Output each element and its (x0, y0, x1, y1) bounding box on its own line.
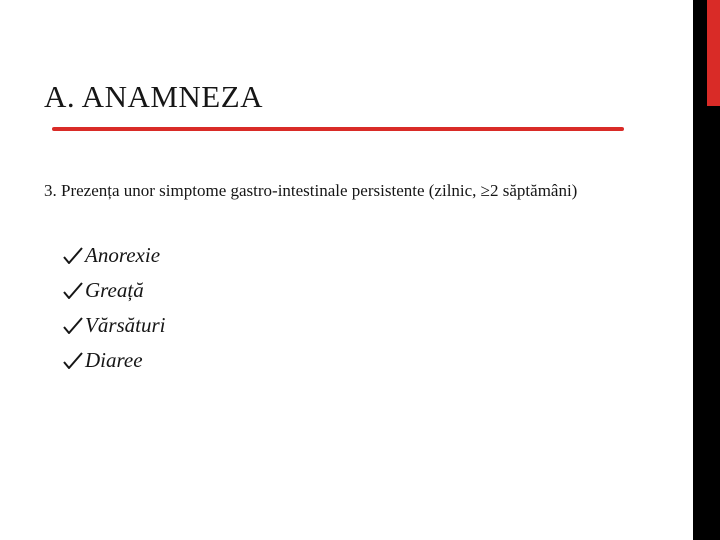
checkmark-icon (62, 350, 84, 372)
symptom-list (62, 238, 166, 378)
title-underline (52, 127, 624, 131)
list-item (62, 308, 166, 343)
checkmark-icon (62, 315, 84, 337)
checkmark-icon (62, 280, 84, 302)
list-item (62, 343, 166, 378)
body-text: 3. Prezența unor simptome gastro-intestinale persistente (zilnic, ≥2 săptămâni) (44, 181, 578, 200)
list-item-label: Greață (85, 278, 144, 302)
checkmark-icon (62, 245, 84, 267)
right-side-bar-accent (707, 0, 720, 106)
list-item-label: Diaree (85, 348, 143, 372)
list-item-label: Anorexie (85, 243, 161, 267)
slide-title: A. ANAMNEZA (44, 79, 264, 114)
list-item (62, 273, 166, 308)
list-item (62, 238, 166, 273)
list-item-label: Vărsături (85, 313, 166, 337)
